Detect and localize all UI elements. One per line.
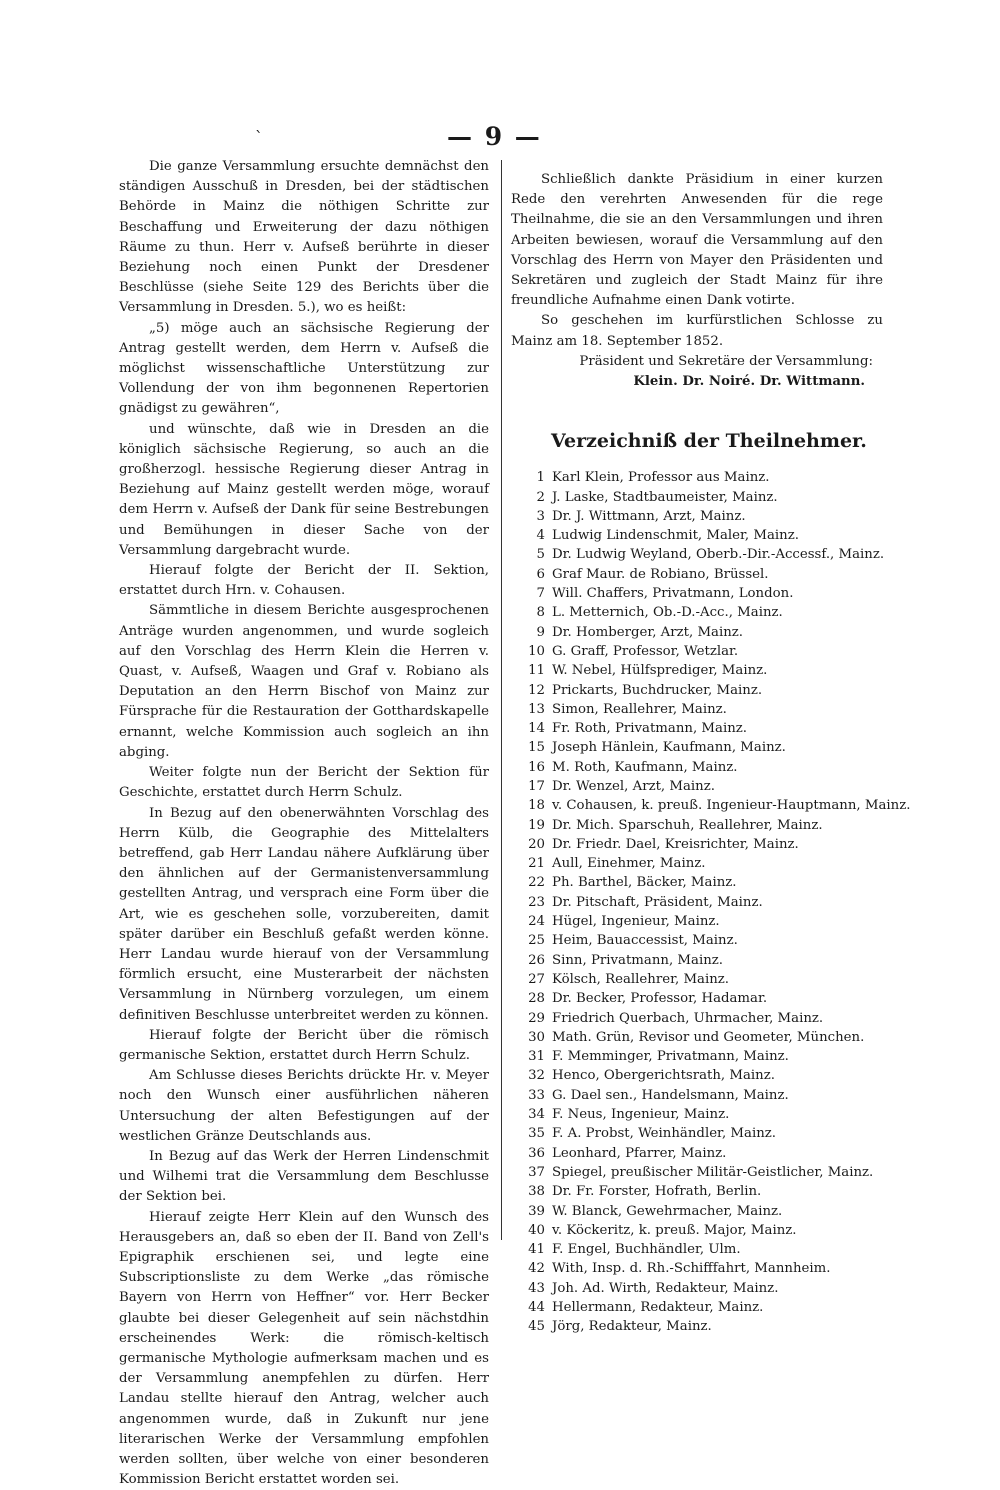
participant-list	[511, 468, 911, 1336]
paragraph: In Bezug auf den obenerwähnten Vorschlag des Herrn Külb, die Geographie des Mittelalters betreffend, gab Herr Landau nähere Aufklärung über den ähnlichen auf der Germanistenversammlung gestellten Antrag, und versprach eine Form über die Art, wie es geschehen solle, vorzubereiten, damit später darüber ein Beschluß gefaßt werden könne. Herr Landau wurde hierauf von der Versammlung förmlich ersucht, eine Musterarbeit der nächsten Versammlung in Nürnberg vorzulegen, um einem definitiven Beschlusse unterbreitet werden zu können.	[119, 805, 489, 1023]
participant-text: Friedrich Querbach, Uhrmacher, Mainz.	[552, 1010, 824, 1026]
participant-number: 36	[528, 1145, 545, 1161]
participant-entry	[511, 1105, 883, 1124]
paragraph: In Bezug auf das Werk der Herren Lindenschmit und Wilhemi trat die Versammlung dem Beschlusse der Sektion bei.	[119, 1148, 489, 1205]
participant-entry	[511, 623, 883, 642]
participant-entry	[511, 1240, 883, 1259]
participant-text: W. Nebel, Hülfsprediger, Mainz.	[552, 663, 768, 679]
participant-number: 17	[528, 778, 545, 794]
participant-text: J. Laske, Stadtbaumeister, Mainz.	[552, 489, 778, 505]
participant-entry	[511, 681, 883, 700]
participant-text: M. Roth, Kaufmann, Mainz.	[552, 759, 738, 775]
column-divider	[501, 160, 502, 1240]
participant-entry	[511, 642, 883, 661]
participant-text: With, Insp. d. Rh.-Schifffahrt, Mannheim.	[552, 1261, 831, 1277]
participant-entry	[511, 1221, 883, 1240]
participant-text: Simon, Reallehrer, Mainz.	[552, 701, 727, 717]
participant-entry	[511, 873, 883, 892]
participant-number: 19	[528, 817, 545, 833]
participant-entry	[511, 1298, 883, 1317]
participant-text: Dr. Ludwig Weyland, Oberb.-Dir.-Accessf., Mainz.	[552, 547, 885, 563]
participant-text: Spiegel, preußischer Militär-Geistlicher, Mainz.	[552, 1164, 874, 1180]
participant-number: 4	[536, 528, 545, 544]
participant-text: Karl Klein, Professor aus Mainz.	[552, 470, 770, 486]
participant-text: Fr. Roth, Privatmann, Mainz.	[552, 721, 747, 737]
participant-number: 22	[528, 875, 545, 891]
participant-number: 33	[528, 1087, 545, 1103]
paragraph: „5) möge auch an sächsische Regierung der Antrag gestellt werden, dem Herrn v. Aufseß die möglichst wissenschaftliche Unterstützung zur Vollendung der von ihm begonnenen Repertorien gnädigst zu gewähren“,	[119, 320, 489, 417]
paragraph: Hierauf zeigte Herr Klein auf den Wunsch des Herausgebers an, daß so eben der II. Band von Zell's Epigraphik erschienen sei, und legte eine Subscriptionsliste zu dem Werke „das römische Bayern von Herrn von Heffner“ vor. Herr Becker glaubte bei dieser Gelegenheit auf sein nächstdhin erscheinendes Werk: die römisch-keltisch germanische Mythologie aufmerksam machen und es der Versammlung anempfehlen zu dürfen. Herr Landau stellte hierauf den Antrag, welcher auch angenommen wurde, daß in Zukunft nur jene literarischen Werke der Versammlung empfohlen werden sollten, über welche von einer besonderen Kommission Bericht erstattet worden sei.	[119, 1209, 489, 1488]
participant-text: Dr. Friedr. Dael, Kreisrichter, Mainz.	[552, 836, 799, 852]
participant-text: Dr. Becker, Professor, Hadamar.	[552, 991, 768, 1007]
participant-number: 30	[528, 1029, 545, 1045]
participant-number: 44	[528, 1300, 545, 1315]
participant-number: 32	[528, 1068, 545, 1084]
printer-tick-mark: ˋ	[255, 128, 263, 147]
participant-entry	[511, 661, 883, 680]
signature-line: Präsident und Sekretäre der Versammlung:	[579, 353, 873, 369]
participant-entry	[511, 1182, 883, 1201]
participant-text: Dr. J. Wittmann, Arzt, Mainz.	[552, 508, 746, 524]
participant-entry	[511, 1124, 883, 1143]
participant-entry	[511, 1028, 883, 1047]
participant-text: v. Köckeritz, k. preuß. Major, Mainz.	[552, 1222, 797, 1238]
paragraph: Hierauf folgte der Bericht der II. Sektion, erstattet durch Hrn. v. Cohausen.	[119, 563, 489, 599]
participant-entry	[511, 931, 883, 950]
participant-text: v. Cohausen, k. preuß. Ingenieur-Hauptmann, Mainz.	[552, 798, 911, 814]
participant-number: 3	[536, 508, 545, 524]
paragraph: Die ganze Versammlung ersuchte demnächst den ständigen Ausschuß in Dresden, bei der städtischen Behörde in Mainz die nöthigen Schritte zur Beschaffung und Erweiterung der dazu nöthigen Räume zu thun. Herr v. Aufseß berührte in dieser Beziehung noch einen Punkt der Dresdener Beschlüsse (siehe Seite 129 des Berichts über die Versammlung in Dresden. 5.), wo es heißt:	[119, 159, 489, 316]
participant-text: Jörg, Redakteur, Mainz.	[552, 1319, 712, 1335]
participant-entry	[511, 488, 883, 507]
participant-number: 8	[536, 605, 545, 621]
participant-text: Henco, Obergerichtsrath, Mainz.	[552, 1068, 775, 1084]
participant-text: Dr. Wenzel, Arzt, Mainz.	[552, 778, 715, 794]
participant-number: 2	[536, 489, 545, 505]
participant-entry	[511, 584, 883, 603]
participant-number: 13	[528, 701, 545, 717]
paragraph: Am Schlusse dieses Berichts drückte Hr. v. Meyer noch den Wunsch einer ausführlichen näheren Untersuchung der alten Befestigungen auf der westlichen Gränze Deutschlands aus.	[119, 1068, 489, 1144]
participant-entry	[511, 1086, 883, 1105]
participant-text: Math. Grün, Revisor und Geometer, München.	[552, 1029, 865, 1045]
participant-number: 34	[528, 1107, 545, 1123]
paragraph: Hierauf folgte der Bericht über die römisch germanische Sektion, erstattet durch Herrn Schulz.	[119, 1027, 489, 1063]
participant-text: F. Engel, Buchhändler, Ulm.	[552, 1242, 741, 1258]
page-number: — 9 —	[447, 122, 542, 151]
participant-text: F. Memminger, Privatmann, Mainz.	[552, 1049, 789, 1065]
participant-entry	[511, 912, 883, 931]
participant-entry	[511, 1047, 883, 1066]
closing-paragraph: Schließlich dankte Präsidium in einer kurzen Rede den verehrten Anwesenden für die rege Theilnahme, die sie an den Versammlungen und ihren Arbeiten bewiesen, worauf die Versammlung auf den Vorschlag des Herrn von Mayer den Präsidenten und Sekretären und zugleich der Stadt Mainz für ihre freundliche Aufnahme einen Dank votirte.	[511, 172, 883, 309]
participant-number: 18	[528, 798, 545, 814]
participant-entry	[511, 951, 883, 970]
participant-text: Sinn, Privatmann, Mainz.	[552, 952, 723, 968]
participant-text: Ludwig Lindenschmit, Maler, Mainz.	[552, 528, 799, 544]
participant-number: 40	[528, 1222, 545, 1238]
participant-number: 29	[528, 1010, 545, 1026]
right-column	[511, 170, 911, 1337]
participant-text: Hügel, Ingenieur, Mainz.	[552, 914, 720, 930]
paragraph: Sämmtliche in diesem Berichte ausgesprochenen Anträge wurden angenommen, und wurde sogleich auf den Vorschlag des Herrn Klein die Herren v. Quast, v. Aufseß, Waagen und Graf v. Robiano als Deputation an den Herrn Bischof von Mainz zur Fürsprache für die Restauration der Gotthardskapelle ernannt, welche Kommission auch sogleich an ihn abging.	[119, 603, 489, 760]
participant-number: 14	[528, 721, 545, 737]
left-column	[119, 157, 489, 1490]
participant-entry	[511, 565, 883, 584]
participant-entry	[511, 970, 883, 989]
participant-entry	[511, 854, 883, 873]
participant-text: Dr. Mich. Sparschuh, Reallehrer, Mainz.	[552, 817, 823, 833]
participant-text: F. A. Probst, Weinhändler, Mainz.	[552, 1126, 777, 1142]
participant-text: L. Metternich, Ob.-D.-Acc., Mainz.	[552, 605, 783, 621]
participant-number: 21	[528, 856, 545, 872]
participant-entry	[511, 1279, 883, 1298]
participant-entry	[511, 719, 883, 738]
participant-number: 37	[528, 1164, 545, 1180]
participant-number: 41	[528, 1242, 545, 1258]
participant-text: Hellermann, Redakteur, Mainz.	[552, 1300, 764, 1315]
paragraph: Weiter folgte nun der Bericht der Sektion für Geschichte, erstattet durch Herrn Schulz.	[119, 765, 489, 801]
participant-number: 5	[536, 547, 545, 563]
participant-entry	[511, 1317, 883, 1336]
participant-text: Aull, Einehmer, Mainz.	[552, 856, 706, 872]
participant-entry	[511, 893, 883, 912]
participant-text: Graf Maur. de Robiano, Brüssel.	[552, 566, 769, 582]
participant-number: 7	[536, 586, 545, 602]
participant-entry	[511, 526, 883, 545]
participant-entry	[511, 738, 883, 757]
participant-number: 23	[528, 894, 545, 910]
participant-text: F. Neus, Ingenieur, Mainz.	[552, 1107, 730, 1123]
paragraph: und wünschte, daß wie in Dresden an die königlich sächsische Regierung, so auch an die großherzogl. hessische Regierung dieser Antrag in Beziehung auf Mainz gestellt werden möge, worauf dem Herrn v. Aufseß der Dank für seine Bestrebungen und Bemühungen in dieser Sache von der Versammlung dargebracht wurde.	[119, 421, 489, 558]
participant-entry	[511, 777, 883, 796]
participant-text: G. Dael sen., Handelsmann, Mainz.	[552, 1087, 789, 1103]
participant-entry	[511, 1259, 883, 1278]
participant-number: 45	[528, 1319, 545, 1335]
participant-text: Heim, Bauaccessist, Mainz.	[552, 933, 738, 949]
participant-entry	[511, 603, 883, 622]
participant-text: Joseph Hänlein, Kaufmann, Mainz.	[552, 740, 786, 756]
participant-text: Prickarts, Buchdrucker, Mainz.	[552, 682, 763, 698]
participant-text: Will. Chaffers, Privatmann, London.	[552, 586, 794, 602]
participant-entry	[511, 1202, 883, 1221]
participant-entry	[511, 989, 883, 1008]
participant-number: 27	[528, 971, 545, 987]
participant-entry	[511, 835, 883, 854]
participant-number: 15	[528, 740, 545, 756]
participant-number: 42	[528, 1261, 545, 1277]
participant-number: 16	[528, 759, 545, 775]
participant-text: Joh. Ad. Wirth, Redakteur, Mainz.	[552, 1280, 779, 1296]
participant-number: 1	[536, 470, 545, 486]
participant-entry	[511, 1144, 883, 1163]
participant-text: Dr. Fr. Forster, Hofrath, Berlin.	[552, 1184, 762, 1200]
participant-number: 6	[536, 566, 545, 582]
participant-number: 11	[528, 663, 545, 679]
participant-entry	[511, 545, 883, 564]
participant-number: 43	[528, 1280, 545, 1296]
participant-entry	[511, 1163, 883, 1182]
participant-number: 31	[528, 1049, 545, 1065]
participant-number: 25	[528, 933, 545, 949]
participant-number: 12	[528, 682, 545, 698]
participant-entry	[511, 1066, 883, 1085]
participant-number: 9	[536, 624, 545, 640]
participant-number: 28	[528, 991, 545, 1007]
participant-entry	[511, 1009, 883, 1028]
participant-number: 38	[528, 1184, 545, 1200]
participant-text: W. Blanck, Gewehrmacher, Mainz.	[552, 1203, 783, 1219]
participant-entry	[511, 700, 883, 719]
signature-names: Klein. Dr. Noiré. Dr. Wittmann.	[633, 374, 865, 390]
participant-text: G. Graff, Professor, Wetzlar.	[552, 643, 739, 659]
participant-entry	[511, 816, 883, 835]
participant-text: Dr. Homberger, Arzt, Mainz.	[552, 624, 744, 640]
participant-text: Kölsch, Reallehrer, Mainz.	[552, 971, 730, 987]
participant-text: Dr. Pitschaft, Präsident, Mainz.	[552, 894, 763, 910]
participant-entry	[511, 468, 883, 487]
participant-number: 39	[528, 1203, 545, 1219]
participant-number: 20	[528, 836, 545, 852]
closing-paragraph: So geschehen im kurfürstlichen Schlosse zu Mainz am 18. September 1852.	[511, 313, 883, 349]
participant-entry	[511, 507, 883, 526]
participant-entry	[511, 758, 883, 777]
participant-number: 26	[528, 952, 545, 968]
participant-number: 35	[528, 1126, 545, 1142]
participant-number: 24	[528, 914, 545, 930]
participant-text: Leonhard, Pfarrer, Mainz.	[552, 1145, 727, 1161]
participant-number: 10	[528, 643, 545, 659]
participant-list-heading: Verzeichniß der Theilnehmer.	[551, 430, 867, 453]
participant-entry	[511, 796, 911, 815]
participant-text: Ph. Barthel, Bäcker, Mainz.	[552, 875, 737, 891]
